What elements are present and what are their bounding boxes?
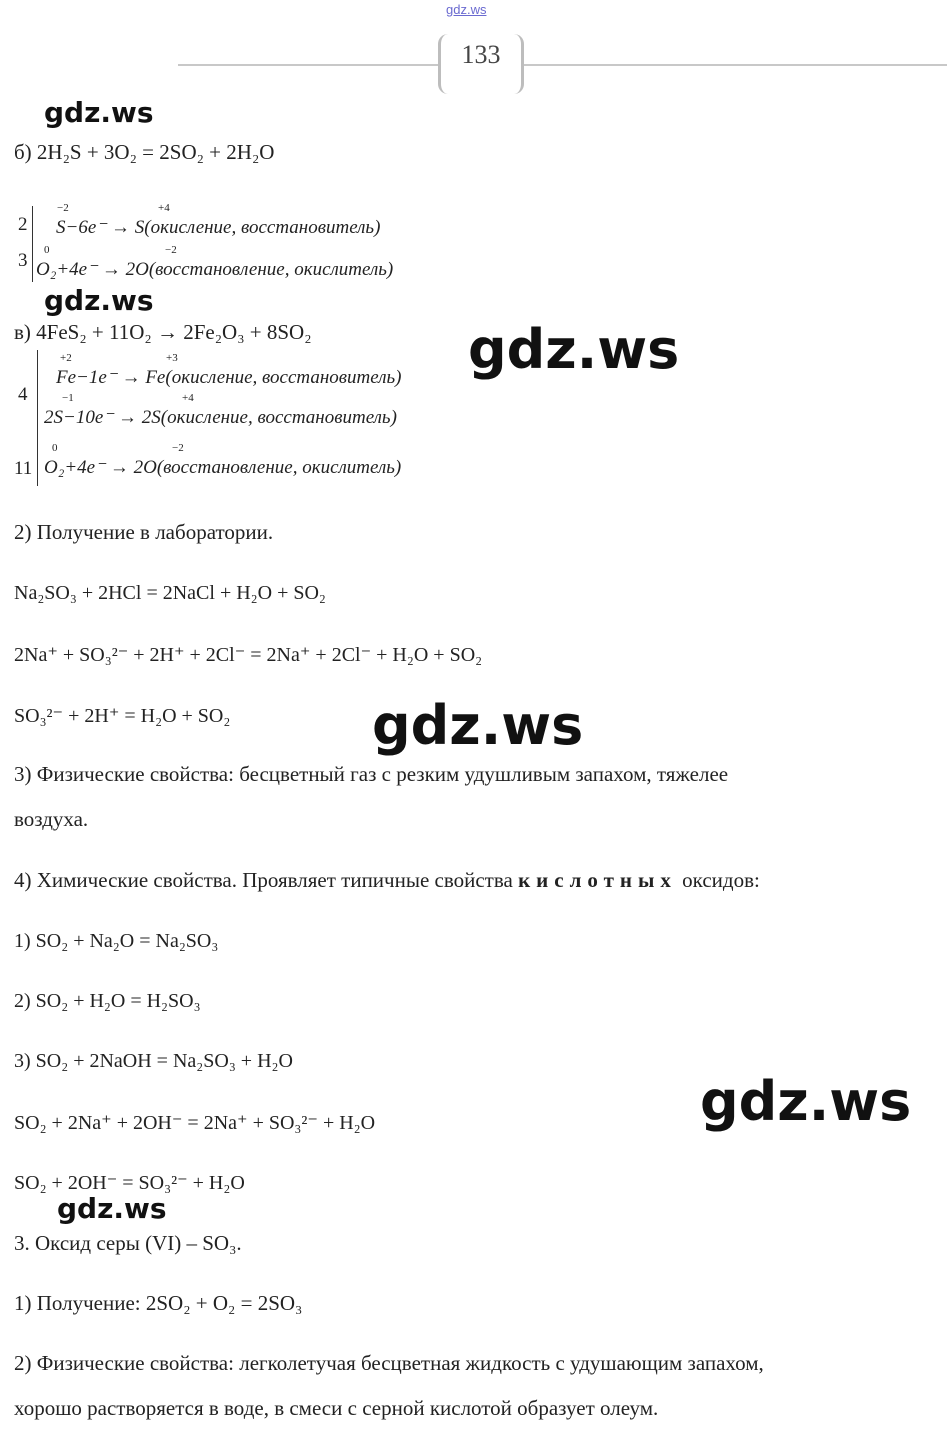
page-number: 133	[461, 40, 501, 69]
balance-coefficient: 2	[18, 214, 28, 235]
watermark: gdz.ws	[44, 284, 154, 317]
lab-equation-molecular: Na₂SO₃ + 2HCl = 2NaCl + H₂O + SO₂	[14, 582, 326, 604]
balance-coefficient: 4	[18, 384, 28, 405]
chemical-properties-intro	[14, 868, 760, 893]
chemical-intro-text: 4) Химические свойства. Проявляет типичные свойства	[14, 868, 519, 892]
balance-bracket	[37, 350, 38, 486]
oxidation-state: +2	[60, 352, 72, 364]
balance-coefficient: 3	[18, 250, 28, 271]
watermark: gdz.ws	[372, 694, 584, 757]
chem-equation-1: 1) SO₂ + Na₂O = Na₂SO₃	[14, 930, 219, 952]
physical-properties-line-1: 3) Физические свойства: бесцветный газ с резким удушливым запахом, тяжелее	[14, 762, 729, 786]
oxidation-state: 0	[44, 244, 50, 256]
watermark: gdz.ws	[468, 318, 680, 381]
top-site-link[interactable]: gdz.ws	[446, 2, 487, 17]
chem-equation-2: 2) SO₂ + H₂O = H₂SO₃	[14, 990, 201, 1012]
oxidation-state: −1	[62, 392, 74, 404]
chemical-intro-tail: оксидов:	[676, 868, 760, 892]
oxidation-state: +3	[166, 352, 178, 364]
watermark: gdz.ws	[700, 1070, 912, 1133]
oxidation-state: +4	[158, 202, 170, 214]
so3-physical-line-2: хорошо растворяется в воде, в смеси с серной кислотой образует олеум.	[14, 1396, 659, 1420]
half-reaction: S−6e⁻ → S(окисление, восстановитель)	[56, 217, 381, 238]
so3-title: 3. Оксид серы (VI) – SO₃.	[14, 1231, 242, 1255]
half-reaction: O₂+4e⁻ → 2O(восстановление, окислитель)	[36, 259, 394, 280]
watermark: gdz.ws	[57, 1192, 167, 1225]
header-rule-left	[178, 64, 440, 66]
header-rule-right	[522, 64, 947, 66]
emphasis-acidic: кислотных	[518, 868, 677, 892]
oxidation-state: −2	[57, 202, 69, 214]
lab-equation-full-ionic: 2Na⁺ + SO₃²⁻ + 2H⁺ + 2Cl⁻ = 2Na⁺ + 2Cl⁻ + H₂O + SO₂	[14, 644, 483, 666]
oxidation-state: −2	[172, 442, 184, 454]
half-reaction: Fe−1e⁻ → Fe(окисление, восстановитель)	[56, 367, 402, 388]
half-reaction: 2S−10e⁻ → 2S(окисление, восстановитель)	[44, 407, 397, 428]
so3-physical-line-1: 2) Физические свойства: легколетучая бесцветная жидкость с удушающим запахом,	[14, 1351, 764, 1375]
lab-equation-short-ionic: SO₃²⁻ + 2H⁺ = H₂O + SO₂	[14, 705, 231, 727]
oxidation-state: 0	[52, 442, 58, 454]
oxidation-state: −2	[165, 244, 177, 256]
chem-equation-3: 3) SO₂ + 2NaOH = Na₂SO₃ + H₂O	[14, 1050, 293, 1072]
chem-equation-3-full-ionic: SO₂ + 2Na⁺ + 2OH⁻ = 2Na⁺ + SO₃²⁻ + H₂O	[14, 1112, 376, 1134]
half-reaction: O₂+4e⁻ → 2O(восстановление, окислитель)	[44, 457, 402, 478]
balance-bracket	[32, 206, 33, 282]
reaction-v: в) 4FeS₂ + 11O₂ → 2Fe₂O₃ + 8SO₂	[14, 320, 312, 344]
so3-production: 1) Получение: 2SO₂ + O₂ = 2SO₃	[14, 1291, 303, 1315]
chem-equation-3-short-ionic: SO₂ + 2OH⁻ = SO₃²⁻ + H₂O	[14, 1172, 245, 1194]
oxidation-state: +4	[182, 392, 194, 404]
lab-title: 2) Получение в лаборатории.	[14, 520, 274, 544]
watermark: gdz.ws	[44, 96, 154, 129]
reaction-b: б) 2H₂S + 3O₂ = 2SO₂ + 2H₂O	[14, 140, 275, 164]
physical-properties-line-2: воздуха.	[14, 807, 89, 831]
balance-coefficient: 11	[14, 458, 33, 479]
